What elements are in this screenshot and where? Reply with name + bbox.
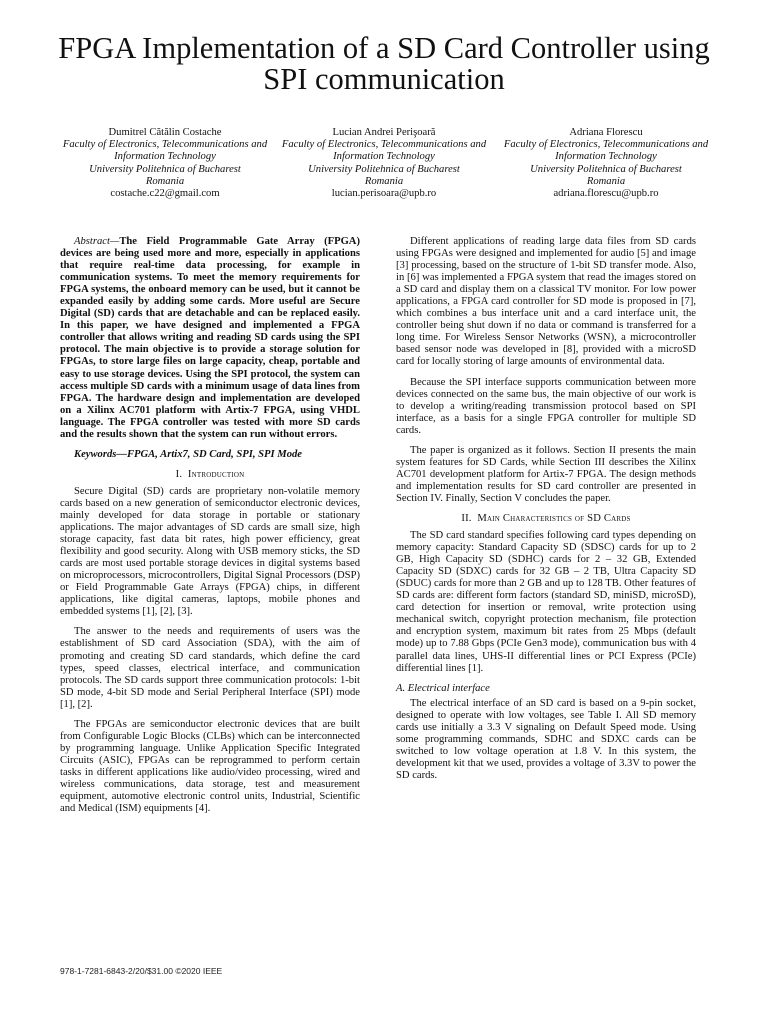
author-email: adriana.florescu@upb.ro (553, 188, 659, 200)
keywords: Keywords—FPGA, Artix7, SD Card, SPI, SPI Mode (74, 448, 302, 460)
paragraph: Because the SPI interface supports communication between more devices connected on the same bus, the main objective of our work is to develop a writing/reading transmission protocol based on SPI interface, as a basis for a single FPGA controller for multiple SD cards. (396, 376, 696, 436)
abstract-label: Abstract— (74, 236, 120, 247)
section-heading-introduction: I. Introduction (175, 468, 245, 480)
paper-title: FPGA Implementation of a SD Card Controller using SPI communication (58, 31, 710, 96)
author-email: lucian.perisoara@upb.ro (331, 188, 437, 200)
paragraph: The SD card standard specifies following card types depending on memory capacity: Standard Capacity SD (SDSC) cards for up to 2 GB, High Capacity SD (SDHC) cards for 2 – 32 GB, Extended Capacity SD (SDXC) cards for 32 GB – 2 TB, Ultra Capacity SD (SDUC) cards for more than 2 GB and up to 128 TB. Other features of SD cards are: different form factors (standard SD, miniSD, microSD), card detection for insertion or removal, write protection using mechanical switch, copyright protection mechanism, file protection and encryption system, maximum bit rates from 25 Mbps (default mode) up to 7.88 Gbps (PCIe Gen3 mode), communication bus with 4 parallel data lines, UHS-II differential lines or PCI Express (PCIe) differential lines [1]. (396, 530, 696, 674)
author-affiliation: Faculty of Electronics, Telecommunications and Information Technology (503, 139, 709, 163)
author-country: Romania (364, 175, 404, 187)
author-block (0, 127, 768, 207)
author-3 (486, 127, 726, 200)
paragraph: The answer to the needs and requirements of users was the establishment of SD card Association (SDA), with the aim of promoting and creating SD card standards, which define the card types, speed classes, electrical interface, and communication protocols. The SD cards support three communication protocols: 1-bit SD mode, 4-bit SD mode and Serial Peripheral Interface (SPI) mode [1], [2]. (60, 626, 360, 710)
author-university: University Politehnica of Bucharest (308, 163, 460, 175)
abstract (60, 236, 360, 441)
paragraph: The electrical interface of an SD card is based on a 9-pin socket, designed to operate with low voltages, see Table I. All SD memory cards use initially a 3.3 V signaling on Default Speed mode. Using some programming commands, SDHC and SDXC cards can be switched to low voltage operation at 1.8 V. In this system, the development kit that we used, provides a voltage of 3.3V to power the SD cards. (396, 697, 696, 781)
author-university: University Politehnica of Bucharest (530, 163, 682, 175)
paragraph: Different applications of reading large data files from SD cards using FPGAs were designed and implemented for audio [5] and image [3] processing, based on the structure of 1-bit SD transfer mode. Also, in [6] was implemented a FPGA system that read the images stored on a SD card and display them on a classical TV monitor. For low power applications, a FPGA card controller for SD mode is proposed in [7], which combines a bus interface unit and a card interface unit, the controller being shut down if no data or command is transferred for a long time. For Wireless Sensor Networks (WSN), a microcontroller based sensor node was developed in [8], provided with a microSD card for locally storing of large amounts of environmental data. (396, 236, 696, 368)
paragraph: The FPGAs are semiconductor electronic devices that are built from Configurable Logic Blocks (CLBs) which can be interconnected by programming language. Unlike Application Specific Integrated Circuits (ASIC), FPGAs can be reprogrammed to perform certain tasks in different applications like audio/video processing, wired and wireless communications, data storage, test and measurement equipment, automotive electronic control units, Industrial, Scientific and Medical (ISM) equipments [4]. (60, 718, 360, 815)
author-name: Adriana Florescu (569, 127, 643, 138)
section-heading-main-characteristics: II. Main Characteristics of SD Cards (461, 512, 631, 524)
paragraph: The paper is organized as it follows. Section II presents the main system features for SD Cards, while Section III describes the Xilinx AC701 development platform for Artix-7 FPGA. The design methods and implementation results for SD card controller are presented in Section IV. Finally, Section V concludes the paper. (396, 444, 696, 504)
author-2 (264, 127, 504, 200)
author-university: University Politehnica of Bucharest (89, 163, 241, 175)
author-affiliation: Faculty of Electronics, Telecommunications and Information Technology (62, 139, 268, 163)
abstract-text: The Field Programmable Gate Array (FPGA) devices are being used more and more, especially in applications that require real-time data processing, for example in communication systems. To meet the memory requirements for FPGA systems, the onboard memory can be used, but it cannot be expanded easily by adding some cards. More useful are Secure Digital (SD) cards that are detachable and can be replaced easily. In this paper, we have designed and implemented a FPGA controller that allows writing and reading SD cards using the SPI protocol. The main objective is to provide a storage solution for FPGAs, to store large files on large capacity, cheap, portable and easy to use storage devices. Using the SPI protocol, the system can access multiple SD cards with a minimum usage of data lines from FPGA. The hardware design and implementation are developed on a Xilinx AC701 platform with Artix-7 FPGA, using VHDL language. The FPGA controller was tested with more SD cards and the results shown that the system can run without errors. (60, 236, 360, 440)
paragraph: Secure Digital (SD) cards are proprietary non-volatile memory cards based on a new generation of semiconductor electronic devices, mainly developed for data storage in portable or stationary applications. The major advantages of SD cards are small size, high storage capacity, fast data bit rates, high power efficiency, great flexibility and good security. Along with USB memory sticks, the SD cards are most used portable storage devices in digital systems based on microprocessors, microcontrollers, Digital Signal Processors (DSP) or Field Programmable Gate Arrays (FPGA) chips, in different applications, like digital cameras, laptops, mobile phones and embedded systems [1], [2], [3]. (60, 485, 360, 618)
author-1 (45, 127, 285, 200)
copyright-footer: 978-1-7281-6843-2/20/$31.00 ©2020 IEEE (60, 966, 223, 976)
author-email: costache.c22@gmail.com (110, 188, 220, 200)
left-column (60, 236, 360, 823)
subsection-heading-electrical-interface: A. Electrical interface (396, 682, 490, 694)
author-country: Romania (145, 175, 185, 187)
author-country: Romania (586, 175, 626, 187)
author-name: Lucian Andrei Perişoară (332, 127, 436, 138)
author-affiliation: Faculty of Electronics, Telecommunications and Information Technology (281, 139, 487, 163)
right-column (396, 236, 696, 790)
author-name: Dumitrel Cătălin Costache (108, 127, 222, 138)
